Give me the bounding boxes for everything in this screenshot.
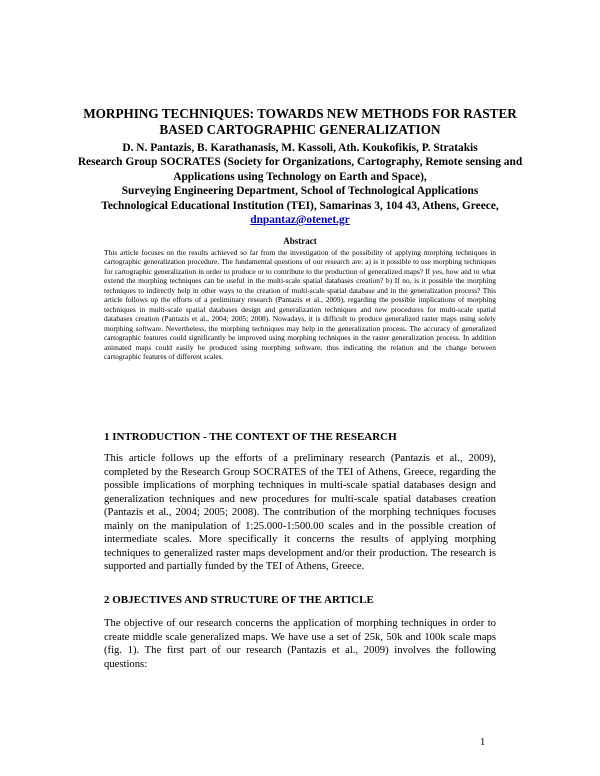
section-1-heading: 1 INTRODUCTION - THE CONTEXT OF THE RESEARCH <box>104 431 397 443</box>
affiliation-line-1: Research Group SOCRATES (Society for Organizations, Cartography, Remote sensing and Applications using Technology on Earth and Space), <box>77 156 523 183</box>
affiliation-line-2: Surveying Engineering Department, School of Technological Applications <box>121 185 479 198</box>
abstract-heading: Abstract <box>283 236 317 246</box>
abstract-text: This article focuses on the results achieved so far from the investigation of the possibility of applying morphing techniques in cartographic generalization procedure. The fundamental questions of our research are: a) is it possible to use morphing techniques for cartographic generalization in order to produce or to contribute to the production of generalized maps? If yes, how and to what extend the morphing techniques can be useful in the multi-scale spatial databases creation? b) If no, is it possible the morphing techniques to indirectly help in other ways to the creation of multi-scale spatial database and in the generalization process? This article follows up the efforts of a preliminary research (Pantazis et al., 2009), regarding the possible implications of morphing techniques in multi-scale spatial databases design and generalization techniques and new procedures for multi-scale spatial databases creation (Pantazis et al., 2004; 2005; 2008). Nowadays, it is difficult to produce generalized raster maps using solely morphing software. Nevertheless, the morphing techniques may help in the generalization process. The accuracy of generalized cartographic features could significantly be improved using morphing techniques in the raster generalization process. In addition animated maps could easily be produced using morphing software, thus indicating the relation and the change between cartographic features of different scales. <box>104 248 496 361</box>
page-number: 1 <box>480 737 486 748</box>
author-block <box>60 141 540 227</box>
email-link[interactable]: dnpantaz@otenet.gr <box>250 214 350 227</box>
section-1-paragraph: This article follows up the efforts of a preliminary research (Pantazis et al., 2009), completed by the Research Group SOCRATES of the TEI of Athens, Greece, regarding the possible implications of morphing techniques in multi-scale spatial databases design and generalization techniques and new procedures for multi-scale spatial databases creation (Pantazis et al., 2004; 2005; 2008). The contribution of the morphing techniques focuses mainly on the manipulation of 1:25.000-1:500.00 scales and in the possible creation of intermediate scales. More specifically it concerns the results of applying morphing techniques to generalized raster maps development and/or their production. The research is supported and partially funded by the TEI of Athens, Greece. <box>104 453 496 572</box>
paper-title: MORPHING TECHNIQUES: TOWARDS NEW METHODS FOR RASTER BASED CARTOGRAPHIC GENERALIZATION <box>83 106 517 137</box>
affiliation-line-3: Technological Educational Institution (TEI), Samarinas 3, 104 43, Athens, Greece, <box>101 199 499 212</box>
author-names: D. N. Pantazis, B. Karathanasis, M. Kassoli, Ath. Koukofikis, P. Stratakis <box>122 142 478 154</box>
section-2-heading: 2 OBJECTIVES AND STRUCTURE OF THE ARTICLE <box>104 594 374 606</box>
section-2-paragraph: The objective of our research concerns the application of morphing techniques in order to create middle scale generalized maps. We have use a set of 25k, 50k and 100k scale maps (fig. 1). The first part of our research (Pantazis et al., 2009) involves the following questions: <box>104 618 496 670</box>
